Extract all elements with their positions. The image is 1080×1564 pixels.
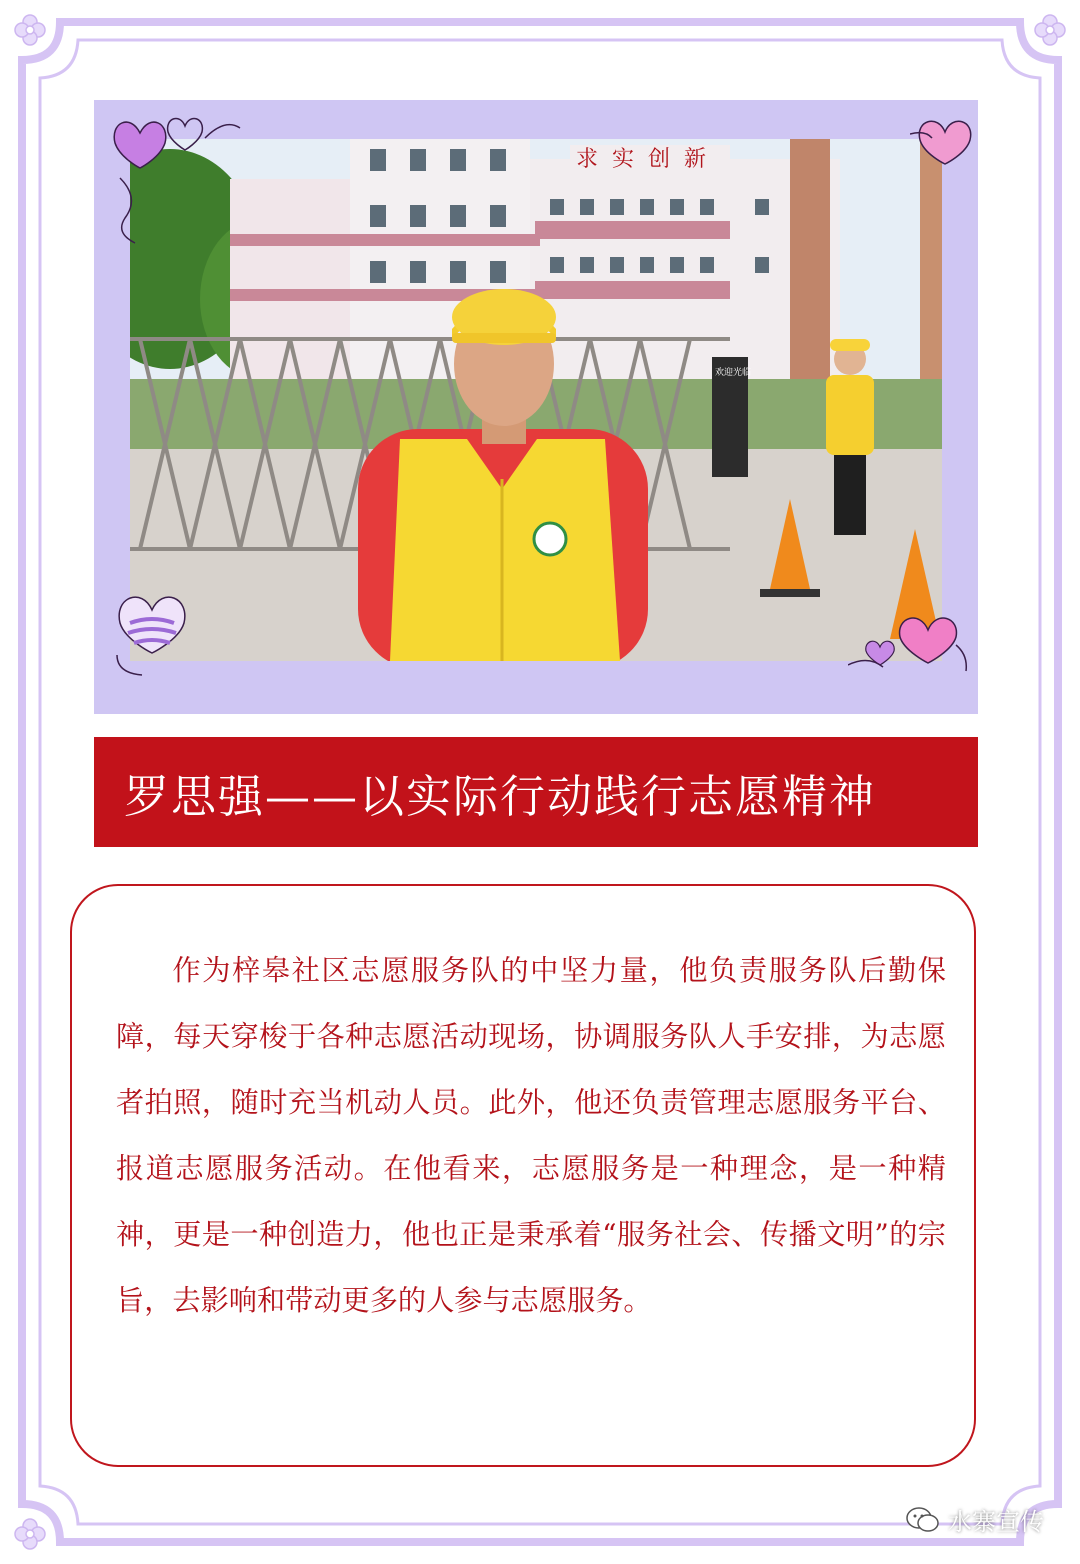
gate-sign: 欢迎光临 bbox=[715, 368, 752, 378]
page-title: 罗思强——以实际行动践行志愿精神 bbox=[124, 769, 877, 823]
title-banner bbox=[94, 737, 978, 847]
building-sign: 求实创新 bbox=[576, 147, 721, 172]
wechat-icon bbox=[906, 1506, 940, 1534]
watermark bbox=[906, 1502, 1044, 1537]
heart-cluster-bottom-right-icon bbox=[848, 605, 973, 675]
volunteer-photo bbox=[130, 139, 942, 661]
body-paragraph: 作为梓皋社区志愿服务队的中坚力量，他负责服务队后勤保障，每天穿梭于各种志愿活动现场，协调服务队人手安排，为志愿者拍照，随时充当机动人员。此外，他还负责管理志愿服务平台、报道志愿服务活动。在他看来，志愿服务是一种理念，是一种精神，更是一种创造力，他也正是秉承着“服务社会、传播文明”的宗旨，去影响和带动更多的人参与志愿服务。 bbox=[116, 954, 946, 1317]
watermark-text: 水寨宣传 bbox=[948, 1508, 1044, 1536]
heart-cluster-top-left-icon bbox=[110, 108, 250, 248]
heart-cluster-top-right-icon bbox=[910, 112, 980, 172]
heart-cluster-bottom-left-icon bbox=[112, 585, 202, 680]
